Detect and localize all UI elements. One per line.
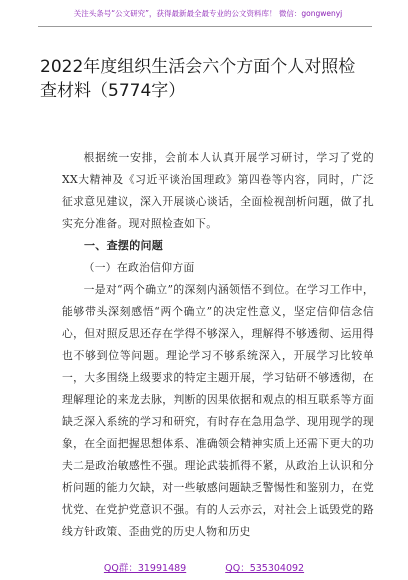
header-divider: [38, 26, 372, 27]
document-title: 2022年度组织生活会六个方面个人对照检查材料（5774字）: [40, 57, 356, 101]
subsection-heading-1: （一）在政治信仰方面: [83, 261, 195, 274]
section-heading-1: 一、查摆的问题: [84, 239, 164, 252]
body-paragraph-1: 一是对“两个确立”的深刻内涵领悟不到位。在学习工作中，能够带头深刻感悟“两个确立”的决定性意义，坚定信仰信念信心，但对照反思还存在学得不够深入，理解得不够透彻、运用得也不够到位等问题。理论学习不够系统深入，开展学习比较单一，大多围绕上级要求的特定主题开展，学习钻研不够透彻，在理解理论的来龙去脉，判断的因果依据和观点的相互联系等方面缺乏深入系统的学习和研究，有时存在急用急学、现用现学的现象，在全面把握思想体系、准确领会精神实质上还需下更大的功夫二是政治敏感性不强。理论武装抓得不紧，从政治上认识和分析问题的能力欠缺，对一些敏感问题缺乏警惕性和鉴别力，在党忧党、在党护党意识不强。有的人云亦云，对社会上诋毁党的路线方针政策、歪曲党的历史人物和历史: [62, 283, 374, 538]
document-body: [62, 147, 374, 543]
header-notice-link[interactable]: 关注头条号“公文研究”，获得最新最全最专业的公文资料库！ 微信：gongwenyj: [73, 9, 343, 18]
footer-qq-group-link[interactable]: QQ群：31991489: [103, 563, 187, 574]
footer-qq-link[interactable]: QQ：535304092: [225, 563, 305, 574]
footer-contact: [0, 560, 408, 574]
intro-paragraph: 根据统一安排，会前本人认真开展学习研讨，学习了党的XX大精神及《习近平谈治国理政》第四卷等内容，同时，广泛征求意见建议，深入开展谈心谈话，全面检视剖析问题，做了扎实充分准备。现对照检查如下。: [62, 151, 374, 230]
